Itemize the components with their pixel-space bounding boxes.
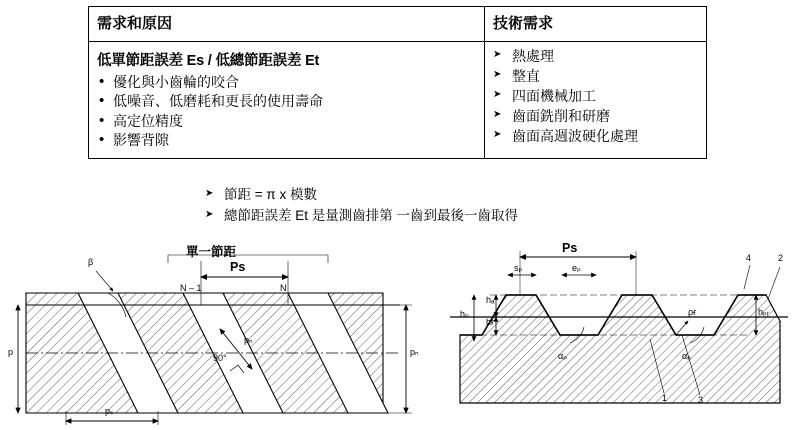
label-callout-2: 2 — [778, 253, 784, 263]
table-cell-technical — [485, 42, 707, 159]
label-ps-bottom: pₛ — [105, 406, 114, 416]
label-single-pitch: 單一節距 — [186, 245, 237, 259]
label-ps: Ps — [230, 260, 246, 274]
label-hpr: hₚᵣ — [758, 307, 770, 317]
label-n-minus-1: N – 1 — [180, 283, 202, 293]
label-pn-inner: pₙ — [244, 335, 253, 345]
table-cell-reasons — [89, 42, 485, 159]
list-item: ➤ 四面機械加工 — [493, 87, 698, 107]
figures-area — [0, 243, 805, 425]
label-hf: hғ — [486, 317, 495, 327]
figure-helical-pitch-svg — [8, 243, 428, 425]
label-beta: β — [88, 257, 94, 267]
figure-tooth-profile — [450, 243, 790, 425]
table-header-reasons: 需求和原因 — [89, 7, 485, 42]
label-ha: hₐ — [486, 295, 495, 305]
figure-helical-pitch — [8, 243, 428, 425]
label-n: N — [280, 283, 287, 293]
label-callout-1: 1 — [662, 393, 668, 403]
label-angle-90: 90° — [213, 353, 227, 363]
technical-arrow-list — [493, 47, 698, 146]
list-item: • 高定位精度 — [97, 112, 476, 131]
list-item: • 低噪音、低磨耗和更長的使用壽命 — [97, 92, 476, 111]
figure-tooth-profile-svg — [450, 243, 790, 425]
label-callout-3: 3 — [698, 395, 704, 405]
reasons-bullet-list — [97, 73, 476, 150]
list-item: • 影響背隙 — [97, 131, 476, 150]
label-ep: eₚ — [572, 263, 581, 273]
label-hp: hₚ — [460, 309, 469, 319]
list-item: ➤ 整直 — [493, 67, 698, 87]
requirements-table — [88, 6, 707, 159]
label-sp: sₚ — [514, 263, 523, 273]
list-item: ➤ 齒面高週波硬化處理 — [493, 127, 698, 147]
list-item: ➤ 節距 = π x 模數 — [205, 185, 725, 206]
label-alpha-p-left: αₚ — [558, 351, 568, 361]
label-pn-right: pₙ — [410, 347, 419, 357]
list-item: ➤ 總節距誤差 Et 是量測齒排第 一齒到最後一齒取得 — [205, 206, 725, 227]
label-callout-4: 4 — [746, 253, 752, 263]
list-item: ➤ 熱處理 — [493, 47, 698, 67]
notes-block — [205, 185, 725, 227]
label-rho-f: ρғ — [688, 307, 697, 317]
table-body-row — [89, 42, 707, 159]
reasons-title: 低單節距誤差 Es / 低總節距誤差 Et — [97, 53, 320, 69]
table-header-technical: 技術需求 — [485, 7, 707, 42]
list-item: ➤ 齒面銑削和研磨 — [493, 107, 698, 127]
list-item: • 優化與小齒輪的咬合 — [97, 73, 476, 92]
label-alpha-p-right: αₚ — [682, 351, 692, 361]
notes-list — [205, 185, 725, 227]
label-p-left: p — [8, 347, 14, 357]
table-header-row — [89, 7, 707, 42]
label-ps-right: Ps — [562, 241, 578, 255]
